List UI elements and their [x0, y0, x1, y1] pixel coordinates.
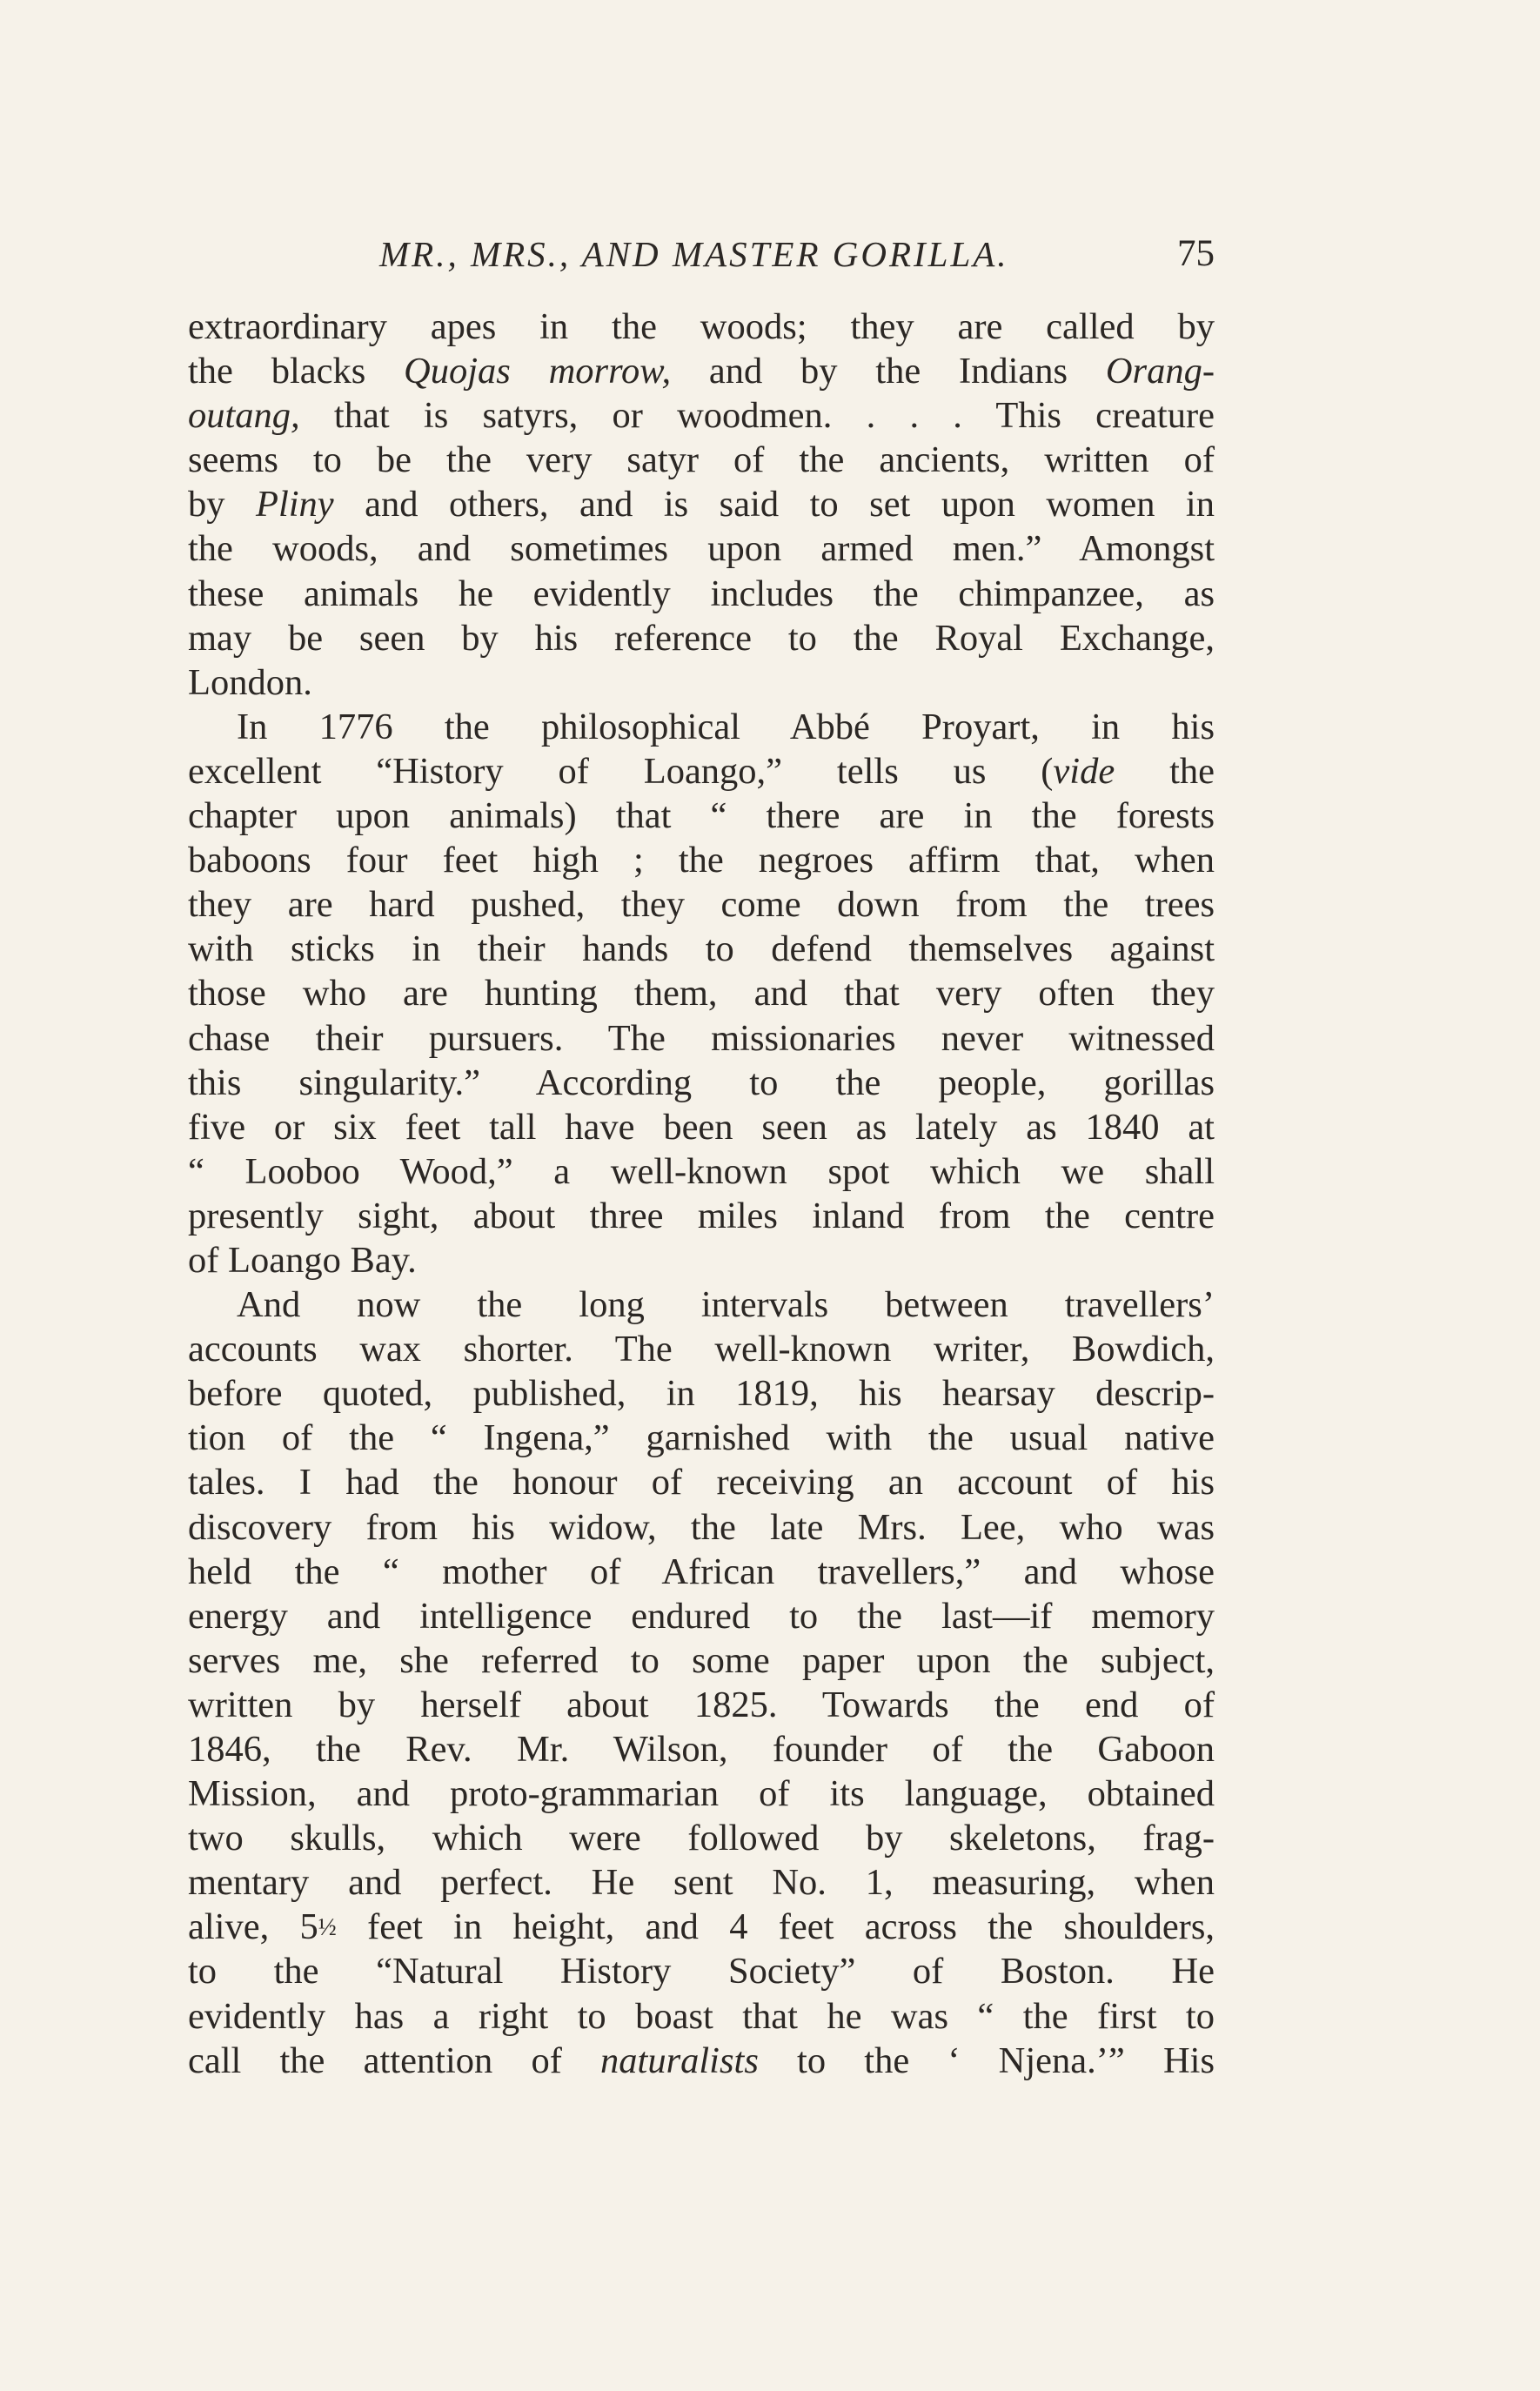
text-segment: those who are hunting them, and that very often they [188, 973, 1215, 1015]
text-segment: baboons four feet high ; the negroes affirm that, when [188, 840, 1215, 881]
text-segment: these animals he evidently includes the chimpanzee, as [188, 573, 1215, 614]
text-line [188, 1860, 1215, 1905]
text-segment: may be seen by his reference to the Royal Exchange, [188, 617, 1215, 659]
text-line [188, 1283, 1215, 1327]
italic-text: vide [1053, 750, 1115, 792]
text-segment: call the attention of [188, 2039, 601, 2081]
text-segment: with sticks in their hands to defend themselves against [188, 928, 1215, 970]
italic-text: Quojas morrow, [404, 351, 672, 392]
text-line [188, 660, 1215, 705]
text-segment: written by herself about 1825. Towards the end of [188, 1684, 1215, 1725]
text-segment: to the “Natural History Society” of Boston. He [188, 1951, 1215, 1992]
text-segment: feet in height, and 4 feet across the shoulders, [336, 1906, 1215, 1948]
text-line [188, 838, 1215, 882]
text-segment: And now the long intervals between travellers’ [237, 1284, 1215, 1326]
fraction-text: ½ [318, 1914, 337, 1942]
text-segment: extraordinary apes in the woods; they are called by [188, 306, 1215, 347]
text-line [188, 705, 1215, 749]
text-line [188, 1638, 1215, 1683]
text-segment: tales. I had the honour of receiving an account of his [188, 1462, 1215, 1504]
text-segment: they are hard pushed, they come down from the trees [188, 884, 1215, 926]
text-segment: accounts wax shorter. The well-known writer, Bowdich, [188, 1329, 1215, 1370]
text-segment: to the ‘ Njena.’” His [758, 2039, 1215, 2081]
text-segment: held the “ mother of African travellers,” and whose [188, 1550, 1215, 1592]
text-line [188, 1371, 1215, 1416]
text-segment: five or six feet tall have been seen as lately as 1840 at [188, 1106, 1215, 1148]
page-number: 75 [1177, 233, 1215, 274]
text-line [188, 1994, 1215, 2039]
text-line [188, 971, 1215, 1015]
text-line [188, 1460, 1215, 1504]
text-line [188, 1238, 1215, 1283]
text-segment: of Loango Bay. [188, 1239, 417, 1281]
text-line [188, 616, 1215, 660]
text-line [188, 526, 1215, 571]
text-segment: alive, 5 [188, 1906, 318, 1948]
text-line [188, 1905, 1215, 1949]
text-segment: two skulls, which were followed by skeletons, frag- [188, 1818, 1215, 1859]
text-line [188, 1594, 1215, 1638]
text-segment: the blacks [188, 351, 405, 392]
text-segment: serves me, she referred to some paper upon the subject, [188, 1639, 1215, 1681]
text-segment: seems to be the very satyr of the ancients, written of [188, 439, 1215, 481]
text-segment: before quoted, published, in 1819, his hearsay descrip- [188, 1373, 1215, 1415]
text-line [188, 305, 1215, 349]
text-line [188, 927, 1215, 971]
text-line [188, 1683, 1215, 1727]
text-line [188, 2039, 1215, 2083]
text-line [188, 1105, 1215, 1149]
text-segment: the [1115, 750, 1215, 792]
italic-text: Pliny [255, 484, 334, 526]
text-line [188, 1194, 1215, 1238]
text-line [188, 572, 1215, 616]
text-line [188, 438, 1215, 482]
text-line [188, 882, 1215, 927]
text-segment: chase their pursuers. The missionaries never witnessed [188, 1017, 1215, 1059]
text-line [188, 1061, 1215, 1105]
text-line [188, 1416, 1215, 1460]
text-line [188, 1816, 1215, 1860]
text-segment: the woods, and sometimes upon armed men.” Amongst [188, 528, 1215, 570]
text-segment: and by the Indians [671, 351, 1106, 392]
text-line [188, 1327, 1215, 1371]
text-segment: mentary and perfect. He sent No. 1, measuring, when [188, 1862, 1215, 1904]
text-line [188, 794, 1215, 838]
text-line [188, 1505, 1215, 1550]
text-segment: In 1776 the philosophical Abbé Proyart, in his [237, 706, 1215, 747]
text-segment: presently sight, about three miles inland from the centre [188, 1195, 1215, 1236]
text-segment: chapter upon animals) that “ there are in the forests [188, 795, 1215, 837]
running-title: MR., MRS., AND MASTER GORILLA. [379, 234, 1009, 274]
running-head [188, 228, 1215, 280]
text-segment: London. [188, 661, 312, 703]
text-line [188, 749, 1215, 794]
text-segment: energy and intelligence endured to the last—if memory [188, 1595, 1215, 1637]
text-segment: excellent “History of Loango,” tells us ( [188, 750, 1054, 792]
text-line [188, 349, 1215, 393]
text-segment: “ Looboo Wood,” a well-known spot which we shall [188, 1150, 1215, 1192]
text-line [188, 393, 1215, 438]
text-line [188, 1016, 1215, 1061]
text-segment: Mission, and proto-grammarian of its language, obtained [188, 1773, 1215, 1815]
body-text [188, 305, 1215, 2083]
text-segment: discovery from his widow, the late Mrs. Lee, who was [188, 1506, 1215, 1548]
italic-text: outang, [188, 395, 300, 437]
italic-text: Orang- [1105, 351, 1215, 392]
text-line [188, 1550, 1215, 1594]
text-segment: tion of the “ Ingena,” garnished with the usual native [188, 1417, 1215, 1459]
text-segment: that is satyrs, or woodmen. . . . This creature [299, 395, 1215, 437]
text-segment: this singularity.” According to the people, gorillas [188, 1062, 1215, 1103]
text-segment: and others, and is said to set upon women in [333, 484, 1215, 526]
text-line [188, 1149, 1215, 1194]
text-line [188, 1727, 1215, 1771]
text-segment: by [188, 484, 256, 526]
text-segment: 1846, the Rev. Mr. Wilson, founder of the Gaboon [188, 1729, 1215, 1770]
text-line [188, 482, 1215, 526]
text-segment: evidently has a right to boast that he was “ the first to [188, 1995, 1215, 2037]
text-line [188, 1771, 1215, 1816]
italic-text: naturalists [600, 2039, 759, 2081]
text-line [188, 1949, 1215, 1993]
